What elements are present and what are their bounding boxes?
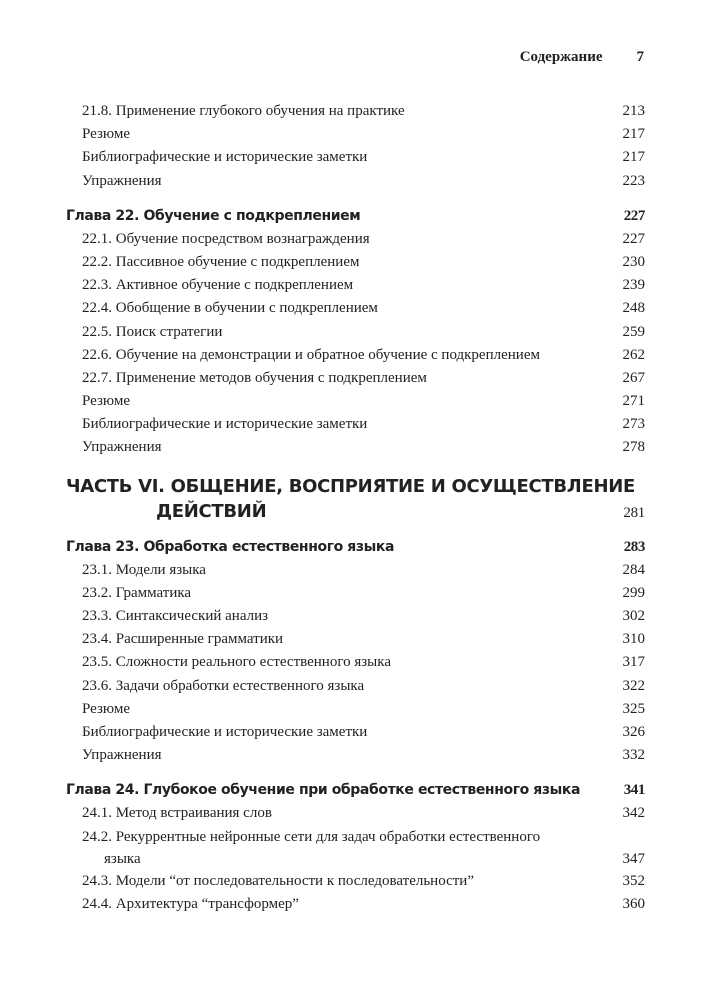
toc-entry[interactable]	[66, 893, 645, 916]
toc-entry-page: 342	[622, 805, 645, 822]
toc-entry-title: 23.1. Модели языка	[82, 561, 206, 578]
toc-chapter-title: Глава 23. Обработка естественного языка	[66, 538, 395, 555]
toc-entry-title: Библиографические и исторические заметки	[82, 149, 368, 166]
toc-entry[interactable]	[66, 436, 645, 459]
toc-entry-title: Резюме	[82, 393, 131, 410]
running-header-title: Содержание	[519, 49, 603, 65]
toc-entry[interactable]	[66, 390, 645, 413]
toc-entry-title: 22.5. Поиск стратегии	[82, 323, 223, 340]
toc-part-title-line1: ЧАСТЬ VI. ОБЩЕНИЕ, ВОСПРИЯТИЕ И ОСУЩЕСТВЛЕНИЕ	[66, 475, 635, 497]
toc-entry-title: 22.3. Активное обучение с подкреплением	[82, 277, 354, 294]
toc-entry-page: 278	[622, 439, 645, 456]
toc-chapter-heading[interactable]	[66, 204, 645, 228]
running-header-page-number: 7	[636, 49, 644, 65]
table-of-contents	[66, 100, 645, 916]
toc-entry-page: 273	[622, 416, 645, 433]
toc-entry[interactable]	[66, 274, 645, 297]
toc-part-heading[interactable]	[66, 474, 645, 524]
toc-entry-title: 22.2. Пассивное обучение с подкреплением	[82, 253, 360, 270]
toc-entry-page: 322	[622, 677, 645, 694]
toc-entry-title-line2: языка	[104, 850, 141, 867]
toc-entry[interactable]	[66, 367, 645, 390]
toc-entry-title: 22.4. Обобщение в обучении с подкреплением	[82, 300, 378, 317]
toc-entry-title: 22.6. Обучение на демонстрации и обратное обучение с подкреплением	[82, 346, 540, 363]
toc-chapter-title: Глава 24. Глубокое обучение при обработке естественного языка	[66, 782, 581, 799]
toc-entry-page: 239	[622, 277, 645, 294]
toc-entry[interactable]	[66, 628, 645, 651]
toc-entry-title: Библиографические и исторические заметки	[82, 723, 368, 740]
toc-entry[interactable]	[66, 123, 645, 146]
toc-entry[interactable]	[66, 344, 645, 367]
toc-entry-page: 284	[622, 561, 645, 578]
toc-entry[interactable]	[66, 744, 645, 767]
toc-entry-page: 271	[622, 393, 645, 410]
toc-entry-page: 213	[622, 103, 645, 119]
toc-entry-page: 262	[622, 346, 645, 363]
toc-entry[interactable]	[66, 559, 645, 582]
toc-chapter-page: 341	[623, 782, 645, 799]
toc-entry-page: 317	[622, 654, 645, 671]
toc-entry-page: 360	[622, 895, 645, 912]
toc-entry[interactable]	[66, 582, 645, 605]
toc-entry-title: Резюме	[82, 126, 131, 143]
toc-entry-title: 23.2. Грамматика	[82, 584, 192, 601]
toc-entry-page: 332	[622, 747, 645, 764]
toc-chapter-title: Глава 22. Обучение с подкреплением	[66, 207, 361, 224]
toc-entry[interactable]	[66, 100, 645, 123]
toc-entry-title: 23.5. Сложности реального естественного языка	[82, 654, 391, 671]
toc-entry-page: 299	[622, 584, 645, 601]
toc-entry-page: 259	[622, 323, 645, 340]
toc-entry[interactable]	[66, 802, 645, 825]
toc-entry[interactable]	[66, 297, 645, 320]
toc-entry-title: 24.4. Архитектура “трансформер”	[82, 895, 299, 912]
toc-entry-page: 302	[622, 608, 645, 624]
toc-entry-title: Упражнения	[82, 172, 162, 189]
toc-entry-page: 325	[622, 700, 645, 717]
toc-entry[interactable]	[66, 170, 645, 193]
toc-entry-page: 248	[622, 300, 645, 317]
toc-entry-page: 227	[622, 230, 645, 247]
toc-part-title-line2: ДЕЙСТВИЙ	[156, 500, 267, 522]
toc-entry-page: 217	[622, 149, 645, 166]
toc-entry-page: 310	[622, 631, 645, 648]
toc-entry[interactable]	[66, 870, 645, 893]
toc-entry-title: 23.6. Задачи обработки естественного языка	[82, 677, 365, 694]
toc-entry[interactable]	[66, 721, 645, 744]
toc-entry-page: 223	[622, 172, 645, 189]
toc-entry-title: Библиографические и исторические заметки	[82, 416, 368, 433]
toc-entry[interactable]	[66, 146, 645, 169]
toc-entry-page: 230	[622, 253, 645, 270]
toc-entry[interactable]	[66, 413, 645, 436]
toc-entry-title: 23.4. Расширенные грамматики	[82, 631, 284, 648]
toc-entry-title: 22.7. Применение методов обучения с подкреплением	[82, 369, 427, 386]
toc-entry-title-line1: 24.2. Рекуррентные нейронные сети для задач обработки естественного	[82, 828, 541, 845]
toc-chapter-heading[interactable]	[66, 778, 645, 802]
toc-chapter-heading[interactable]	[66, 535, 645, 559]
toc-chapter-page: 283	[623, 538, 645, 555]
toc-entry-title: 24.1. Метод встраивания слов	[82, 805, 272, 822]
toc-entry[interactable]	[66, 228, 645, 251]
toc-entry-title: Упражнения	[82, 747, 162, 764]
toc-entry-title: Упражнения	[82, 439, 162, 456]
toc-entry[interactable]	[66, 605, 645, 628]
toc-entry-page: 217	[622, 126, 645, 143]
toc-entry-page: 347	[622, 850, 645, 867]
toc-entry[interactable]	[66, 251, 645, 274]
toc-entry-title: 21.8. Применение глубокого обучения на практике	[82, 103, 405, 119]
toc-entry-multiline[interactable]	[66, 826, 645, 870]
toc-entry[interactable]	[66, 651, 645, 674]
toc-entry-page: 267	[622, 369, 645, 386]
toc-entry[interactable]	[66, 698, 645, 721]
toc-entry-page: 352	[622, 872, 645, 889]
toc-entry[interactable]	[66, 675, 645, 698]
toc-entry-title: 22.1. Обучение посредством вознаграждения	[82, 230, 370, 247]
toc-part-page: 281	[623, 504, 645, 521]
toc-chapter-page: 227	[623, 207, 645, 224]
toc-entry-title: 24.3. Модели “от последовательности к последовательности”	[82, 872, 474, 889]
toc-entry-title: 23.3. Синтаксический анализ	[82, 608, 269, 624]
toc-entry-title: Резюме	[82, 700, 131, 717]
toc-entry-page: 326	[622, 723, 645, 740]
toc-entry[interactable]	[66, 321, 645, 344]
running-header	[520, 49, 644, 66]
